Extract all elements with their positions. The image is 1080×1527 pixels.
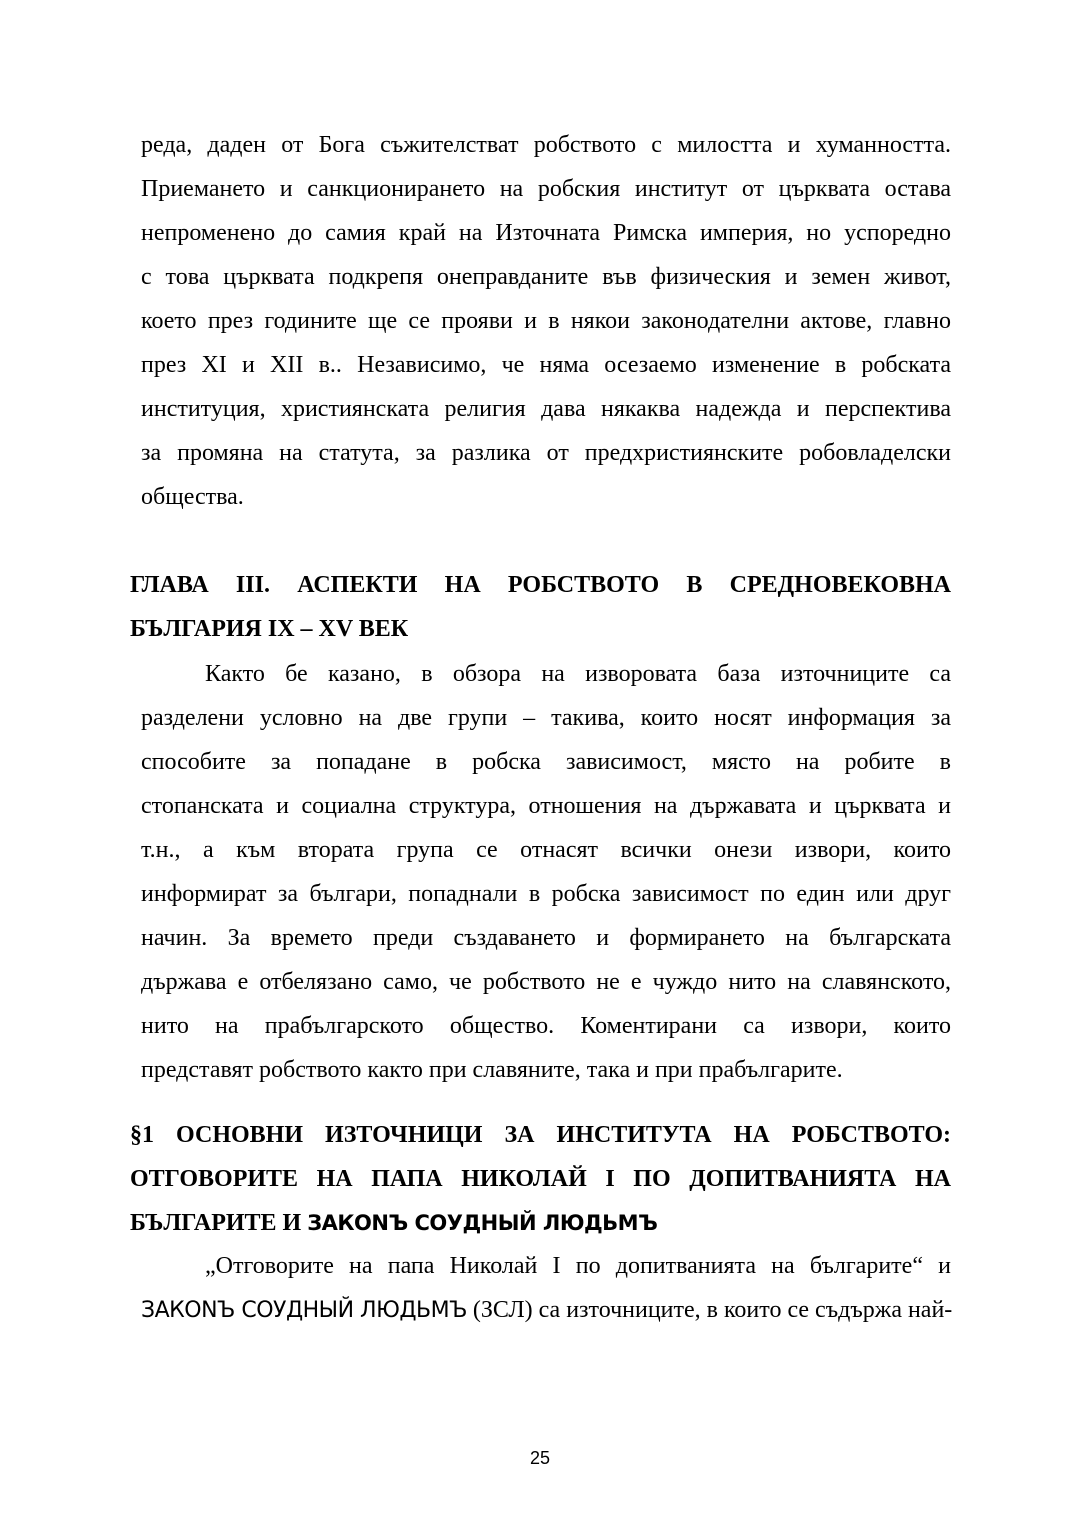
- text-line: способите за попадане в робска зависимост, място на робите в: [141, 749, 951, 775]
- text-line: Приемането и санкционирането на робския институт от църквата остава: [141, 176, 951, 202]
- heading-line: ГЛАВА III. АСПЕКТИ НА РОБСТВОТО В СРЕДНОВЕКОВНА: [130, 572, 951, 598]
- text-line: държава е отбелязано само, че робството не е чуждо нито на славянското,: [141, 969, 951, 995]
- text-line: Както бе казано, в обзора на изворовата база източниците са: [205, 661, 951, 687]
- heading-line: ОТГОВОРИТЕ НА ПАПА НИКОЛАЙ I ПО ДОПИТВАНИЯТА НА: [130, 1166, 951, 1192]
- heading-text: БЪЛГАРИТЕ И: [130, 1210, 308, 1236]
- paragraph-sources-overview: [141, 652, 951, 1092]
- text-line: [141, 1288, 951, 1332]
- text-line: институция, християнската религия дава някаква надежда и перспектива: [141, 396, 951, 422]
- old-slavonic-title: ЗАКОNЪ СОУДНЫЙ ЛЮДЬМЪ: [307, 1211, 658, 1235]
- text-line: „Отговорите на папа Николай I по допитванията на българите“ и: [205, 1253, 951, 1279]
- page-number: 25: [529, 1448, 551, 1468]
- old-slavonic-title: ЗАКОNЪ СОУДНЫЙ ЛЮДЬМЪ: [141, 1298, 467, 1323]
- section-heading: [130, 1113, 951, 1245]
- text-line: стопанската и социална структура, отношения на държавата и църквата и: [141, 793, 951, 819]
- text-line: реда, даден от Бога съжителстват робството с милостта и хуманността.: [141, 132, 951, 158]
- text-line: разделени условно на две групи – такива, които носят информация за: [141, 705, 951, 731]
- text-line: през XI и XII в.. Независимо, че няма осезаемо изменение в робската: [141, 352, 951, 378]
- text-line: т.н., а към втората група се отнасят всички онези извори, които: [141, 837, 951, 863]
- heading-line: [130, 1201, 951, 1245]
- text-line: нито на прабългарското общество. Коментирани са извори, които: [141, 1013, 951, 1039]
- heading-line: БЪЛГАРИЯ IX – XV ВЕК: [130, 616, 409, 642]
- text-line: представят робството както при славяните, така и при прабългарите.: [141, 1057, 843, 1083]
- text-line: с това църквата подкрепя онеправданите във физическия и земен живот,: [141, 264, 951, 290]
- text-line: общества.: [141, 484, 244, 510]
- text-line: начин. За времето преди създаването и формирането на българската: [141, 925, 951, 951]
- text-line: информират за българи, попаднали в робска зависимост по един или друг: [141, 881, 951, 907]
- chapter-heading: [130, 563, 951, 651]
- paragraph-slavery-church: [141, 123, 951, 519]
- paragraph-sources-intro: [141, 1244, 951, 1332]
- text-line: за промяна на статута, за разлика от предхристиянските робовладелски: [141, 440, 951, 466]
- text-line: което през годините ще се прояви и в някои законодателни актове, главно: [141, 308, 951, 334]
- text-line: непроменено до самия край на Източната Римска империя, но успоредно: [141, 220, 951, 246]
- heading-line: §1 ОСНОВНИ ИЗТОЧНИЦИ ЗА ИНСТИТУТА НА РОБСТВОТО:: [130, 1122, 951, 1148]
- text-fragment: (ЗСЛ) са източниците, в които се съдържа най-: [466, 1297, 953, 1323]
